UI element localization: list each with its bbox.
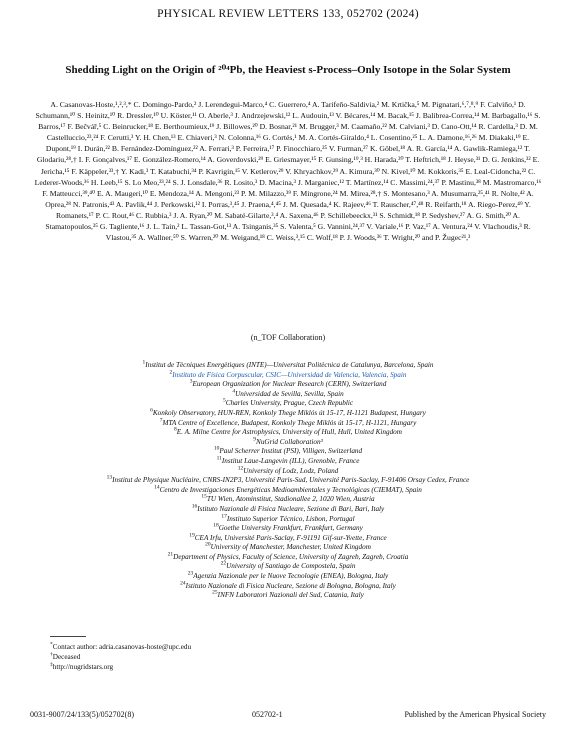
affiliation-item: $^{15}$TU Wien, Atominstitut, Stadionallee 2, 1020 Wien, Austria [201, 493, 375, 504]
footnote-deceased: †Deceased [50, 651, 81, 661]
affiliation-item: $^{17}$Instituto Superior Técnico, Lisbon, Portugal [221, 513, 355, 523]
affiliation-item: $^9$NuGrid Collaboration³ [253, 436, 323, 446]
affiliation-item: $^5$Charles University, Prague, Czech Republic [222, 397, 354, 408]
footer-doi-code: 0031-9007/24/133(5)/052702(8) [30, 710, 134, 719]
affiliation-item: $^{22}$University of Santiago de Compostela, Spain [220, 561, 356, 571]
affiliation-item: $^8$E. A. Milne Centre for Astrophysics, University of Hull, Hull, United Kingdom [174, 426, 402, 437]
affiliation-item: $^{19}$CEA Irfu, Université Paris-Saclay, F-91191 Gif-sur-Yvette, France [189, 532, 387, 542]
affiliation-item: $^{10}$Paul Scherrer Institut (PSI), Villigen, Switzerland [213, 445, 363, 456]
affiliation-item: $^{20}$University of Manchester, Manchester, United Kingdom [205, 541, 371, 552]
affiliation-item: $^{14}$Centro de Investigaciones Energéticas Medioambientales y Tecnológicas (CIEMAT), Spain [154, 484, 422, 494]
affiliation-item: $^{25}$INFN Laboratori Nazionali del Sud, Catania, Italy [212, 589, 364, 600]
footnote-divider [50, 636, 86, 637]
affiliation-item: $^{13}$Institut de Physique Nucléaire, CNRS-IN2P3, Université Paris-Sud, Université Paris-Saclay, F-91406 Orsay Cedex, France [106, 474, 470, 485]
affiliation-item: $^6$Konkoly Observatory, HUN-REN, Konkoly Thege Miklós út 15-17, H-1121 Budapest, Hungary [150, 407, 426, 417]
author-list: A. Casanovas-Hoste,¹,²,³,* C. Domingo-Pardo,² J. Lerendegui-Marco,⁴ C. Guerrero,⁴ A. Tarifeño-Saldivia,² M. Krtička,⁵ M. Pignatari,⁶,⁷,⁸,⁹ F. Calviño,¹ D. Schumann,¹⁰ S. Heinitz,¹⁰ R. Dressler,¹⁰ U. Köster,¹¹ O. Aberle,³ J. Andrzejewski,¹² L. Audouin,¹³ V. Bécares,¹⁴ M. Bacak,¹⁵ J. Balibrea-Correa,¹⁴ M. Barbagallo,¹⁶ S. Barros,¹⁷ F. Bečvář,⁵ C. Beinrucker,¹⁸ E. Berthoumieux,¹⁹ J. Billowes,²⁰ D. Bosnar,²¹ M. Brugger,³ M. Caamaño,²² M. Calviani,³ D. Cano-Ott,¹⁴ R. Cardella,³ D. M. Castelluccio,²³,²⁴ F. Cerutti,³ Y. H. Chen,¹³ E. Chiaveri,³ N. Colonna,¹⁶ G. Cortés,¹ M. A. Cortés-Giraldo,⁴ L. Cosentino,²⁵ L. A. Damone,¹⁶,²⁶ M. Diakaki,¹⁹ E. Dupont,¹⁹ I. Durán,²² B. Fernández-Domínguez,²² A. Ferrari,³ P. Ferreira,¹⁷ P. Finocchiaro,²⁵ V. Furman,²⁷ K. Göbel,¹⁸ A. R. García,¹⁴ A. Gawlik-Ramiega,¹² T. Glodariu,²⁸,† I. F. Gonçalves,¹⁷ E. González-Romero,¹⁴ A. Goverdovski,²⁹ E. Griesmayer,¹⁵ F. Gunsing,¹⁹,³ H. Harada,³⁰ T. Heftrich,¹⁸ J. Heyse,³¹ D. G. Jenkins,³² E. Jericha,¹⁵ F. Käppeler,³³,† Y. Kadi,³ T. Katabuchi,³⁴ P. Kavrigin,¹⁵ V. Ketlerov,²⁹ V. Khryachkov,²⁹ A. Kimura,³⁰ N. Kivel,¹⁰ M. Kokkoris,³⁵ E. Leal-Cidoncha,²² C. Lederer-Woods,³⁶ H. Leeb,¹⁵ S. Lo Meo,²³,²⁴ S. J. Lonsdale,³⁶ R. Losito,³ D. Macina,³ J. Marganiec,¹² T. Martínez,¹⁴ C. Massimi,²⁴,³⁷ P. Mastinu,³⁸ M. Mastromarco,¹⁶ F. Matteucci,³⁹,⁴⁰ E. A. Maugeri,¹⁰ E. Mendoza,¹⁴ A. Mengoni,²³ P. M. Milazzo,³⁹ F. Mingrone,²⁴ M. Mirea,²⁸,† S. Montesano,³ A. Musumarra,²⁵,⁴¹ R. Nolte,⁴² A. Oprea,²⁸ N. Patronis,⁴³ A. Pavlik,⁴⁴ J. Perkowski,¹² I. Porras,³,⁴⁵ J. Praena,⁴,⁴⁵ J. M. Quesada,⁴ K. Rajeev,⁴⁶ T. Rauscher,⁴⁷,⁴⁸ R. Reifarth,¹⁸ A. Riego-Perez,⁴⁹ Y. Romanets,¹⁷ P. C. Rout,⁴⁶ C. Rubbia,³ J. A. Ryan,²⁰ M. Sabaté-Gilarte,³,⁴ A. Saxena,⁴⁶ P. Schillebeeckx,³¹ S. Schmidt,¹⁸ P. Sedyshev,²⁷ A. G. Smith,²⁰ A. Stamatopoulos,³⁵ G. Tagliente,¹⁶ J. L. Tain,² L. Tassan-Got,¹³ A. Tsinganis,³⁵ S. Valenta,⁵ G. Vannini,²⁴,³⁷ V. Variale,¹⁶ P. Vaz,¹⁷ A. Ventura,²⁴ V. Vlachoudis,³ R. Vlastou,³⁵ A. Wallner,⁵⁰ S. Warren,²⁰ M. Weigand,¹⁸ C. Weiss,³,¹⁵ C. Wolf,¹⁸ P. J. Woods,³⁶ T. Wright,²⁰ and P. Žugec²¹,³ [34, 100, 542, 243]
affiliation-item: $^4$Universidad de Sevilla, Sevilla, Spain [232, 388, 344, 398]
affiliation-item: $^{16}$Istituto Nazionale di Fisica Nucleare, Sezione di Bari, Bari, Italy [191, 503, 385, 513]
affiliation-item: $^3$European Organization for Nuclear Research (CERN), Switzerland [189, 378, 387, 389]
affiliation-list [20, 361, 556, 601]
affiliation-item: $^{24}$Istituto Nazionale di Fisica Nucleare, Sezione di Bologna, Bologna, Italy [180, 580, 396, 590]
footer-publisher: Published by the American Physical Society [404, 710, 546, 719]
affiliation-item: $^{21}$Department of Physics, Faculty of Science, University of Zagreb, Zagreb, Croatia [167, 551, 409, 561]
footnotes [50, 642, 191, 672]
collaboration-name: (n_TOF Collaboration) [250, 333, 326, 342]
affiliation-item: $^7$MTA Centre of Excellence, Budapest, Konkoly Thege Miklós út 15-17, H-1121, Hungary [159, 417, 417, 427]
footer-page-number: 052702-1 [252, 710, 283, 719]
journal-header: PHYSICAL REVIEW LETTERS 133, 052702 (2024) [157, 8, 419, 20]
footnote-contact[interactable]: *Contact author: adria.casanovas-hoste@upc.edu [50, 641, 192, 651]
affiliation-item: $^{23}$Agenzia Nazionale per le Nuove Tecnologie (ENEA), Bologna, Italy [187, 570, 389, 581]
affiliation-item: $^{11}$Institut Laue-Langevin (ILL), Grenoble, France [216, 455, 360, 465]
affiliation-item: $^{12}$University of Lodz, Lodz, Poland [237, 465, 339, 475]
affiliation-item: $^{18}$Goethe University Frankfurt, Frankfurt, Germany [213, 522, 363, 533]
paper-title: Shedding Light on the Origin of ²⁰⁴Pb, the Heaviest s-Process–Only Isotope in the Solar System [65, 64, 511, 76]
footnote-url[interactable]: ‡http://nugridstars.org [50, 661, 114, 671]
affiliation-item[interactable]: $^2$Instituto de Física Corpuscular, CSIC—Universidad de Valencia, Valencia, Spain [169, 369, 407, 379]
affiliation-item: $^1$Institut de Tècniques Energètiques (INTE)—Universitat Politècnica de Catalunya, Barcelona, Spain [142, 359, 434, 369]
